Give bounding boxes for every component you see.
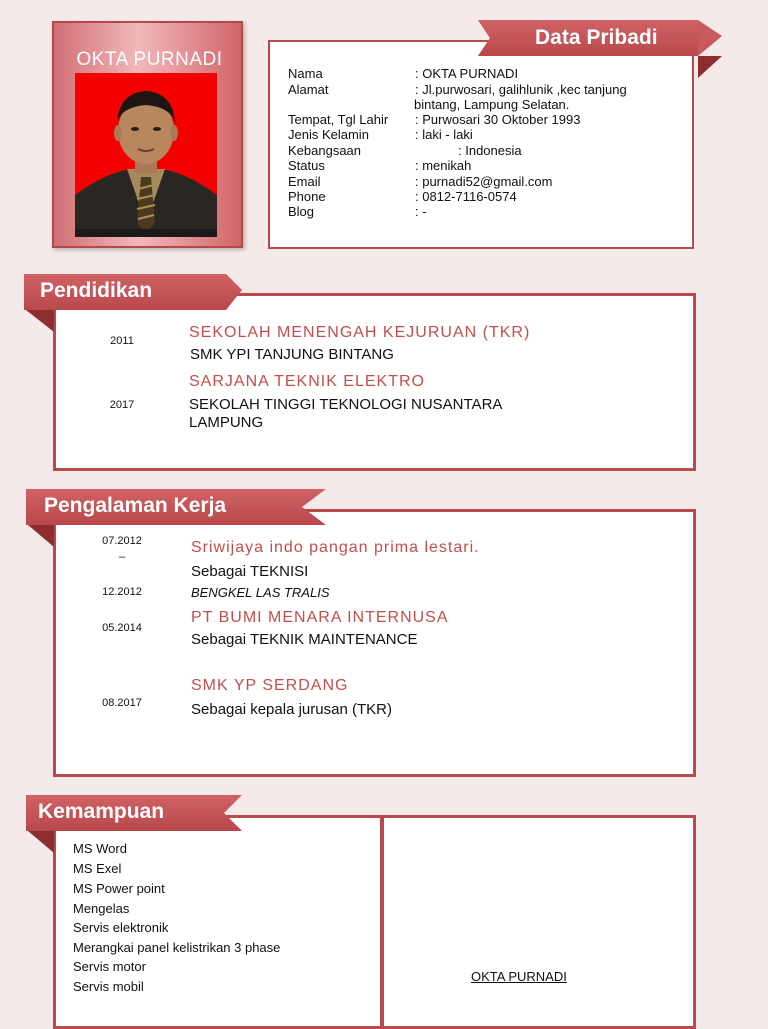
pd-label: Kebangsaan — [288, 143, 362, 158]
personal-data-title: Data Pribadi — [535, 26, 658, 49]
experience-start: 05.2014 — [102, 622, 142, 634]
experience-start: 08.2017 — [102, 697, 142, 709]
pd-value: : laki - laki — [415, 127, 473, 142]
pd-value: : OKTA PURNADI — [415, 66, 519, 81]
education-level: SEKOLAH MENENGAH KEJURUAN (TKR) — [189, 324, 531, 341]
pd-value: : Purwosari 30 Oktober 1993 — [415, 112, 581, 127]
skills-title: Kemampuan — [38, 800, 165, 823]
profile-name: OKTA PURNADI — [76, 49, 223, 70]
pd-value: : menikah — [415, 158, 472, 173]
experience-title: Pengalaman Kerja — [44, 494, 227, 517]
pd-value: : Jl.purwosari, galihlunik ,kec tanjung — [415, 82, 627, 97]
experience-start: 07.2012 — [102, 535, 142, 547]
profile-photo — [75, 73, 217, 237]
pd-value: : Indonesia — [458, 143, 522, 158]
education-year: 2011 — [110, 335, 134, 347]
education-school-line2: LAMPUNG — [189, 414, 264, 431]
signature-name: OKTA PURNADI — [471, 969, 567, 984]
experience-note: BENGKEL LAS TRALIS — [191, 585, 330, 600]
signature-box — [381, 815, 696, 1029]
experience-role: Sebagai TEKNIK MAINTENANCE — [191, 631, 418, 648]
experience-dash: – — [118, 551, 126, 563]
pd-label: Nama — [288, 66, 323, 81]
pd-label: Jenis Kelamin — [288, 127, 369, 142]
experience-company: SMK YP SERDANG — [191, 677, 349, 694]
education-title: Pendidikan — [40, 279, 153, 302]
experience-role: Sebagai TEKNISI — [191, 563, 309, 580]
education-school: SEKOLAH TINGGI TEKNOLOGI NUSANTARA — [189, 396, 503, 413]
skill-item: Servis motor — [73, 959, 146, 974]
skill-item: Servis mobil — [73, 979, 144, 994]
skill-item: Merangkai panel kelistrikan 3 phase — [73, 940, 281, 955]
profile-card — [52, 21, 243, 248]
pd-value: : - — [415, 204, 427, 219]
skill-item: MS Word — [73, 841, 127, 856]
experience-role: Sebagai kepala jurusan (TKR) — [191, 701, 392, 718]
person-photo-icon — [75, 73, 217, 237]
pd-label: Blog — [288, 204, 315, 219]
education-year: 2017 — [109, 399, 135, 411]
pd-value: : 0812-7116-0574 — [415, 189, 517, 204]
pd-label: Alamat — [288, 82, 329, 97]
education-level: SARJANA TEKNIK ELEKTRO — [189, 373, 425, 390]
pd-value: bintang, Lampung Selatan. — [414, 97, 570, 112]
pd-label: Phone — [288, 189, 326, 204]
skill-item: Servis elektronik — [73, 920, 169, 935]
pd-value: : purnadi52@gmail.com — [415, 174, 553, 189]
pd-label: Email — [288, 174, 321, 189]
education-school: SMK YPI TANJUNG BINTANG — [190, 346, 394, 363]
skill-item: Mengelas — [73, 901, 130, 916]
experience-company: PT BUMI MENARA INTERNUSA — [191, 609, 449, 626]
pd-label: Tempat, Tgl Lahir — [288, 112, 389, 127]
pd-label: Status — [288, 158, 325, 173]
experience-company: Sriwijaya indo pangan prima lestari. — [191, 539, 480, 556]
skill-item: MS Power point — [73, 881, 165, 896]
experience-end: 12.2012 — [102, 586, 142, 598]
skill-item: MS Exel — [73, 861, 122, 876]
